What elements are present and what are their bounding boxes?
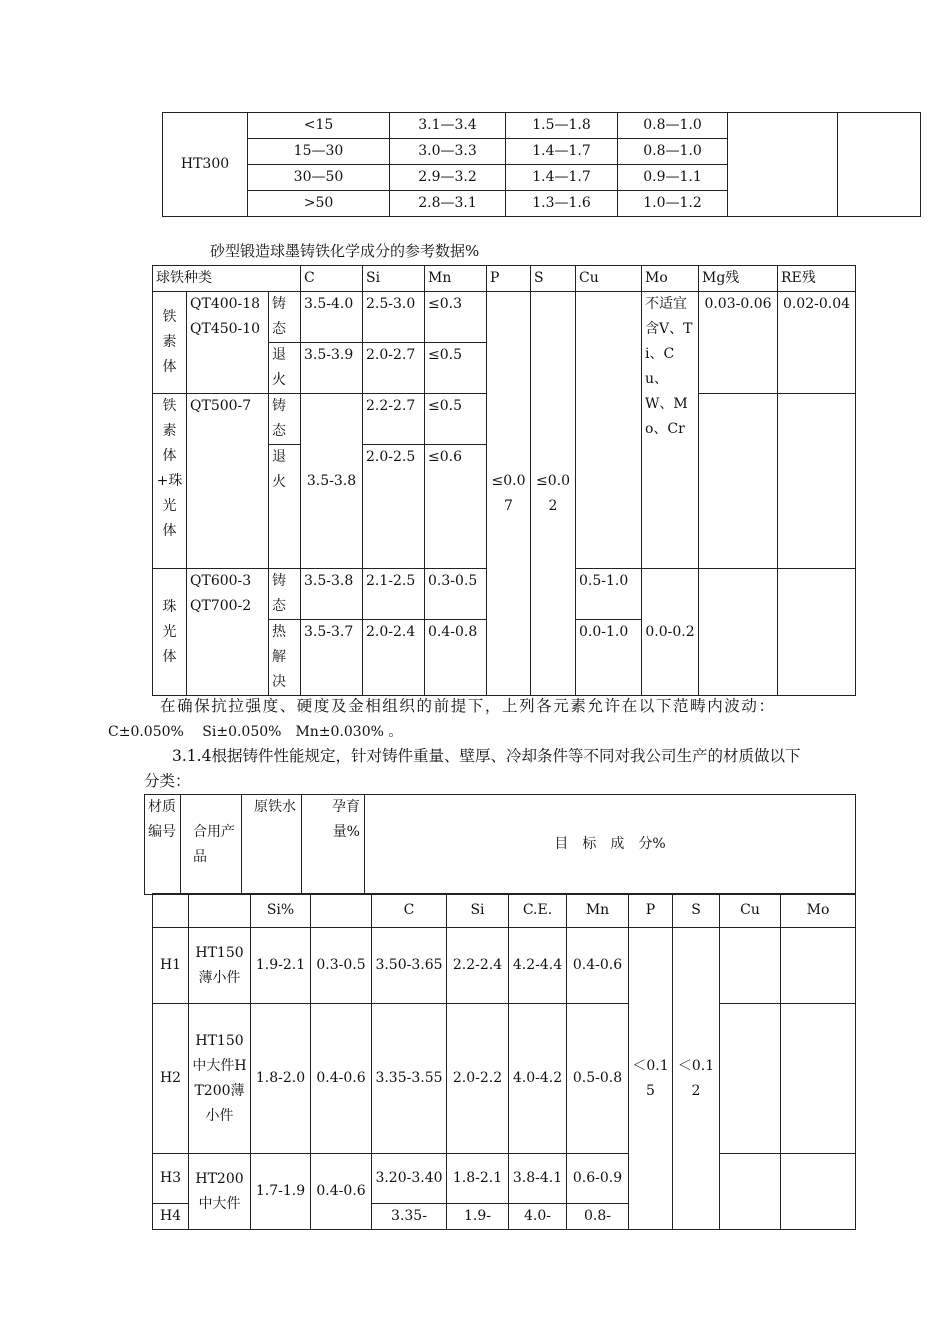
si-cell: 2.0-2.7 [363,343,425,394]
ce-cell: 4.2-4.4 [509,928,567,1004]
sub-empty [189,894,251,928]
c-cell: 3.5-3.8 [301,394,363,569]
code-cell: H4 [153,1204,189,1230]
c-cell: 3.5-4.0 [301,292,363,343]
cu-cell: 0.5-1.0 [576,569,642,620]
state-cell: 铸态 [269,292,301,343]
thickness-cell: <15 [248,113,390,139]
empty-cell [720,1154,781,1230]
si-cell: 2.1-2.5 [363,569,425,620]
header-type: 球铁种类 [153,266,301,292]
code-cell: H2 [153,1004,189,1154]
c-cell: 3.5-3.8 [301,569,363,620]
inoculant-cell: 0.4-0.6 [311,1154,372,1230]
mn-cell: 0.4-0.6 [567,928,629,1004]
si-cell: 2.0-2.5 [363,445,425,569]
code-cell: H1 [153,928,189,1004]
empty-cell [720,928,781,1004]
c-cell: 2.8—3.1 [390,191,506,217]
grade-cell: QT400-18 QT450-10 [187,292,269,394]
header-inoculant: 孕育量% [302,795,365,895]
ht300-table [162,112,921,217]
ce-cell: 3.8-4.1 [509,1154,567,1204]
mo-note-cell: 不适宜含V、Ti、Cu、W、Mo、Cr [642,292,699,569]
thickness-cell: 30—50 [248,165,390,191]
mg-cell: 0.03-0.06 [699,292,778,394]
c-cell: 3.5-3.7 [301,620,363,696]
header-mo: Mo [642,266,699,292]
c-cell: 3.35- [372,1204,447,1230]
header-material-code: 材质编号 [145,795,181,895]
grade-cell: HT300 [163,113,248,217]
sub-p: P [629,894,673,928]
classification-paragraph: 3.1.4根据铸件性能规定，针对铸件重量、壁厚、冷却条件等不同对我公司生产的材质做以下 [172,747,801,765]
state-cell: 铸态 [269,394,301,445]
header-mn: Mn [425,266,487,292]
product-cell: HT150薄小件 [189,928,251,1004]
product-cell: HT150中大件HT200薄小件 [189,1004,251,1154]
c-cell: 3.20-3.40 [372,1154,447,1204]
c-cell: 3.5-3.9 [301,343,363,394]
si-cell: 2.0-2.4 [363,620,425,696]
mn-cell: ≤0.5 [425,343,487,394]
material-table-header [144,794,856,895]
inoculant-cell: 0.4-0.6 [311,1004,372,1154]
si-cell: 1.9- [447,1204,509,1230]
type-ferrite-pearlite: 铁素体+珠光体 [153,394,187,569]
si-cell: 2.0-2.2 [447,1004,509,1154]
si-cell: 1.4—1.7 [506,165,618,191]
type-pearlite: 珠光体 [153,569,187,696]
type-ferrite: 铁素体 [153,292,187,394]
header-p: P [487,266,531,292]
sub-ce: C.E. [509,894,567,928]
mn-cell: 0.8- [567,1204,629,1230]
si-cell: 2.5-3.0 [363,292,425,343]
material-table-body [152,893,856,1230]
mo-cell: 0.0-0.2 [642,569,699,696]
re-cell: 0.02-0.04 [778,292,856,394]
state-cell: 退火 [269,343,301,394]
empty-cell [778,569,856,696]
mn-cell: ≤0.3 [425,292,487,343]
tolerance-paragraph: 在确保抗拉强度、硬度及金相组织的前提下，上列各元素允许在以下范畴内波动： [160,697,776,715]
c-cell: 2.9—3.2 [390,165,506,191]
iron-si-cell: 1.9-2.1 [251,928,311,1004]
header-target: 目 标 成 分% [365,795,856,895]
mn-cell: 0.8—1.0 [618,139,728,165]
ce-cell: 4.0- [509,1204,567,1230]
ce-cell: 4.0-4.2 [509,1004,567,1154]
cu-cell: 0.0-1.0 [576,620,642,696]
iron-si-cell: 1.7-1.9 [251,1154,311,1230]
mn-cell: 0.8—1.0 [618,113,728,139]
header-si: Si [363,266,425,292]
c-cell: 3.35-3.55 [372,1004,447,1154]
mn-cell: 0.5-0.8 [567,1004,629,1154]
empty-cell [778,394,856,569]
c-cell: 3.50-3.65 [372,928,447,1004]
empty-cell [699,394,778,569]
mn-cell: 0.4-0.8 [425,620,487,696]
sub-mn: Mn [567,894,629,928]
sub-empty [153,894,189,928]
c-cell: 3.0—3.3 [390,139,506,165]
si-cell: 2.2-2.4 [447,928,509,1004]
header-cu: Cu [576,266,642,292]
sub-empty [311,894,372,928]
mn-cell: 0.6-0.9 [567,1154,629,1204]
inoculant-cell: 0.3-0.5 [311,928,372,1004]
code-cell: H3 [153,1154,189,1204]
header-s: S [531,266,576,292]
sub-cu: Cu [720,894,781,928]
s-cell: ≤0.02 [531,292,576,696]
state-cell: 退火 [269,445,301,569]
table-caption: 砂型锻造球墨铸铁化学成分的参考数据% [210,242,480,260]
header-mg: Mg残 [699,266,778,292]
p-cell: ＜0.15 [629,928,673,1230]
empty-cell [699,569,778,696]
si-cell: 1.4—1.7 [506,139,618,165]
p-cell: ≤0.07 [487,292,531,696]
state-cell: 铸态 [269,569,301,620]
si-cell: 1.8-2.1 [447,1154,509,1204]
header-c: C [301,266,363,292]
mn-cell: 1.0—1.2 [618,191,728,217]
s-cell: ＜0.12 [673,928,720,1230]
mn-cell: ≤0.6 [425,445,487,569]
empty-cell [720,1004,781,1154]
header-product: 合用产品 [181,795,242,895]
si-cell: 1.3—1.6 [506,191,618,217]
empty-cell [781,1004,856,1154]
iron-si-cell: 1.8-2.0 [251,1004,311,1154]
header-base-iron: 原铁水 [242,795,302,895]
mn-cell: 0.3-0.5 [425,569,487,620]
state-cell: 热解决 [269,620,301,696]
mn-cell: ≤0.5 [425,394,487,445]
sub-mo: Mo [781,894,856,928]
grade-cell: QT500-7 [187,394,269,569]
grade-cell: QT600-3 QT700-2 [187,569,269,696]
ductile-iron-table [152,265,856,696]
si-cell: 1.5—1.8 [506,113,618,139]
tolerance-values: C±0.050% Si±0.050% Mn±0.030% 。 [108,724,403,740]
sub-si: Si [447,894,509,928]
empty-cell [838,113,921,217]
empty-cell [728,113,838,217]
sub-s: S [673,894,720,928]
c-cell: 3.1—3.4 [390,113,506,139]
classification-paragraph-cont: 分类： [144,772,191,790]
empty-cell [781,1154,856,1230]
product-cell: HT200中大件 [189,1154,251,1230]
empty-cell [781,928,856,1004]
header-re: RE残 [778,266,856,292]
sub-c: C [372,894,447,928]
thickness-cell: 15—30 [248,139,390,165]
sub-si-percent: Si% [251,894,311,928]
thickness-cell: >50 [248,191,390,217]
si-cell: 2.2-2.7 [363,394,425,445]
mn-cell: 0.9—1.1 [618,165,728,191]
cu-cell-empty [576,292,642,569]
